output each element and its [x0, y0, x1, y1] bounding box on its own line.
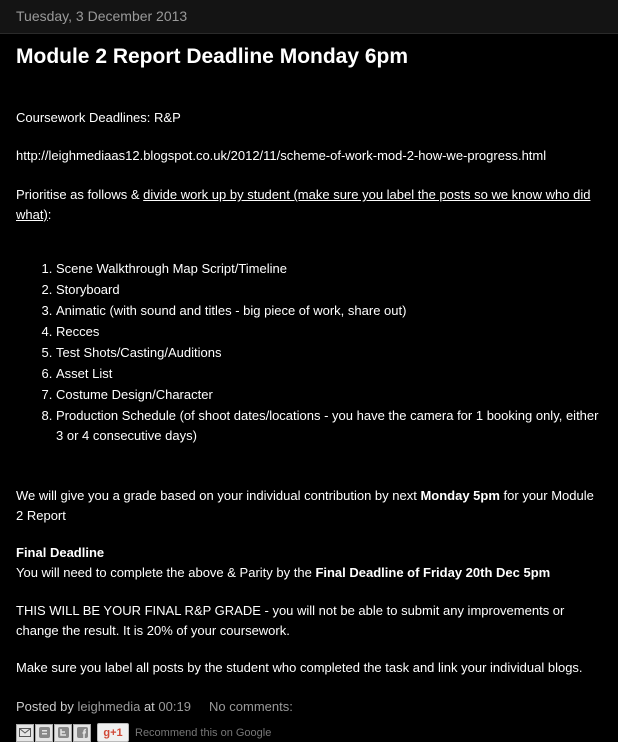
google-plus-button[interactable]: g+1	[97, 723, 129, 742]
list-item: 3. Animatic (with sound and titles - big piece of work, share out)	[56, 301, 602, 321]
post-footer: Posted by leighmedia at 00:19 No comments:	[16, 699, 293, 714]
facebook-icon[interactable]	[73, 724, 91, 742]
comments-link[interactable]: No comments:	[209, 699, 293, 714]
post-date: Tuesday, 3 December 2013	[16, 8, 188, 24]
final-grade-note: THIS WILL BE YOUR FINAL R&P GRADE - you will not be able to submit any improvements or change the result. It is 20% of your coursework.	[16, 603, 565, 638]
grade-note: We will give you a grade based on your individual contribution by next Monday 5pm for your Module 2 Report	[16, 488, 594, 523]
list-item: 7. Costume Design/Character	[56, 385, 602, 405]
author-link[interactable]: leighmedia	[77, 699, 141, 714]
date-header	[0, 0, 618, 34]
twitter-icon[interactable]	[54, 724, 72, 742]
final-deadline: Final Deadline You will need to complete the above & Parity by the Final Deadline of Friday 20th Dec 5pm	[16, 545, 551, 580]
prioritise-underlined: divide work up by student (make sure you label the posts so we know who did what)	[16, 187, 591, 222]
list-item: 2. Storyboard	[56, 280, 602, 300]
list-item: 6. Asset List	[56, 364, 602, 384]
final-date: Final Deadline of Friday 20th Dec 5pm	[315, 565, 551, 580]
final-heading: Final Deadline	[16, 545, 105, 560]
label-note: Make sure you label all posts by the student who completed the task and link your individual blogs.	[16, 660, 583, 675]
list-item: 8. Production Schedule (of shoot dates/locations - you have the camera for 1 booking only, either 3 or 4 consecutive days)	[56, 406, 602, 446]
list-item: 5. Test Shots/Casting/Auditions	[56, 343, 602, 363]
share-buttons	[16, 724, 92, 742]
list-item: 1. Scene Walkthrough Map Script/Timeline	[56, 259, 602, 279]
email-icon[interactable]	[16, 724, 34, 742]
grade-deadline: Monday 5pm	[420, 488, 500, 503]
blogger-icon[interactable]	[35, 724, 53, 742]
post-title[interactable]: Module 2 Report Deadline Monday 6pm	[16, 45, 409, 68]
share-row	[16, 723, 602, 742]
recommend-text: Recommend this on Google	[135, 726, 272, 739]
list-item: 4. Recces	[56, 322, 602, 342]
scheme-link[interactable]: http://leighmediaas12.blogspot.co.uk/2012/11/scheme-of-work-mod-2-how-we-progress.html	[16, 148, 547, 163]
prioritise-text: Prioritise as follows & divide work up by student (make sure you label the posts so we know who did what):	[16, 187, 591, 222]
timestamp-link[interactable]: 00:19	[158, 699, 191, 714]
task-list	[16, 259, 602, 446]
coursework-heading: Coursework Deadlines: R&P	[16, 110, 181, 125]
blog-post	[0, 44, 618, 742]
